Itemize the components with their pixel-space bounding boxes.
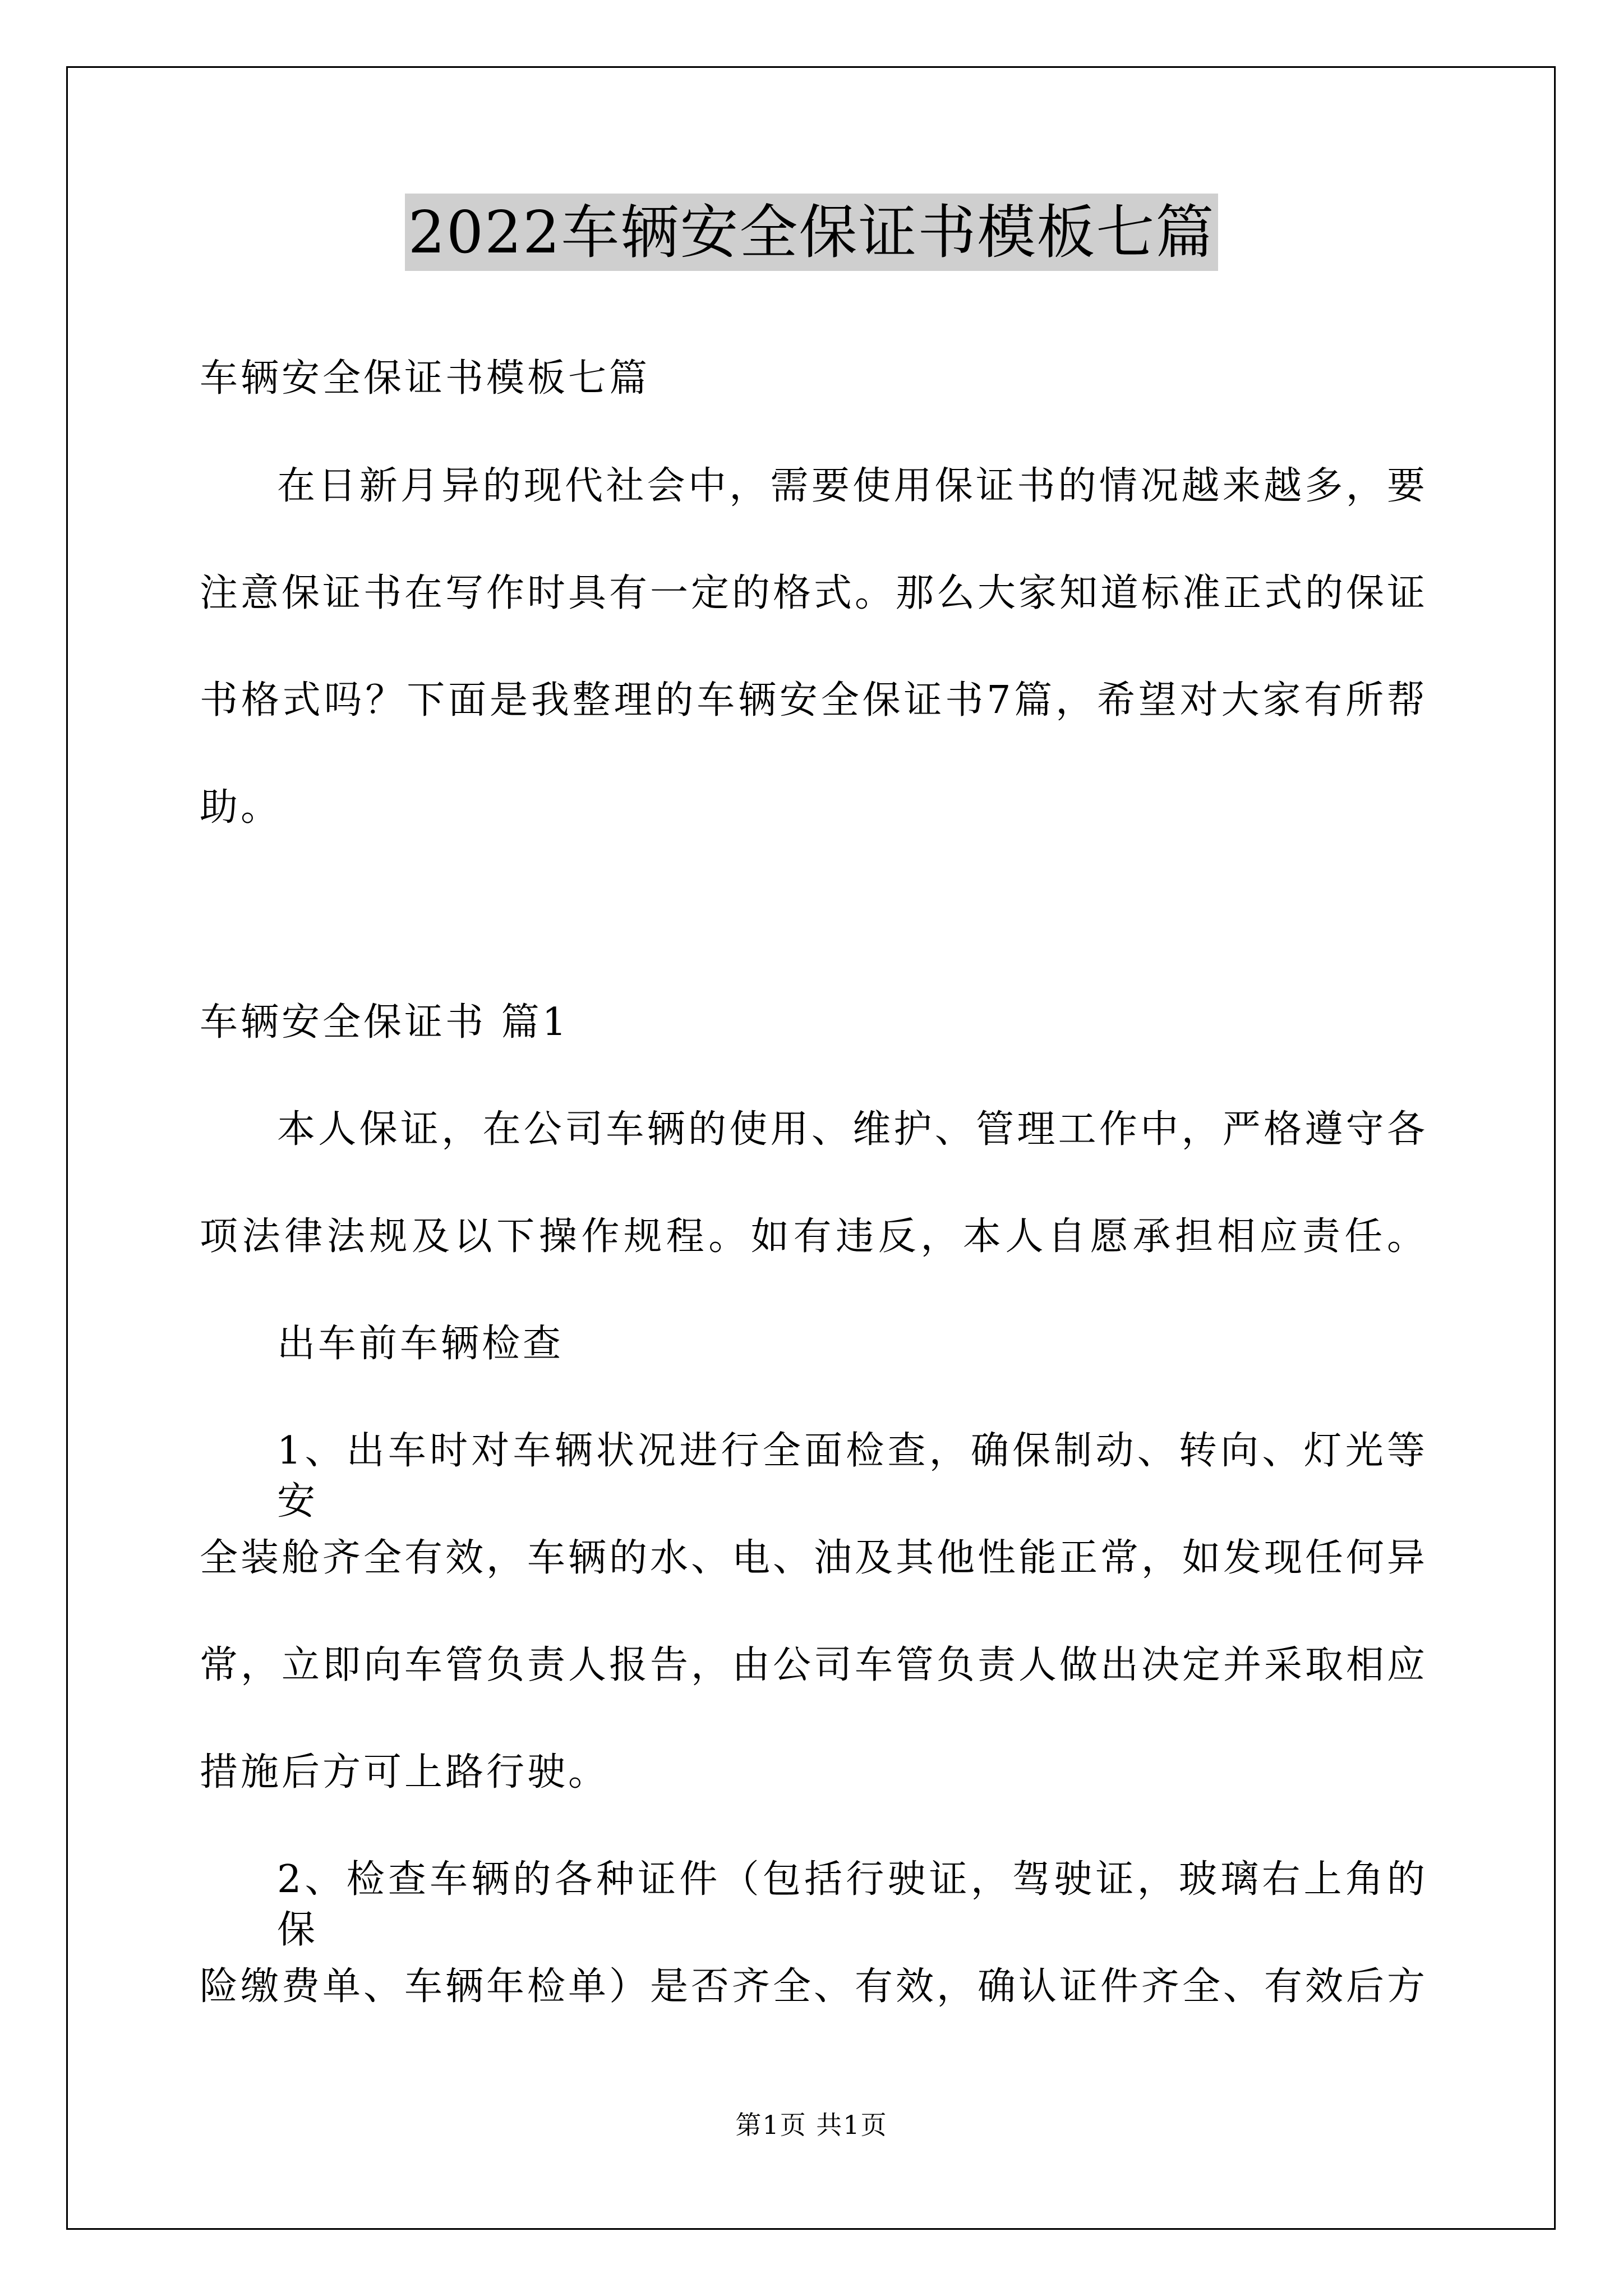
item-1-line-3: 常，立即向车管负责人报告，由公司车管负责人做出决定并采取相应 — [200, 1643, 1428, 1687]
item-2-line-2: 险缴费单、车辆年检单）是否齐全、有效，确认证件齐全、有效后方 — [200, 1964, 1428, 2009]
item-1-line-1: 1、出车时对车辆状况进行全面检查，确保制动、转向、灯光等安 — [277, 1429, 1428, 1524]
intro-line-4: 助。 — [200, 785, 282, 830]
item-2-line-1: 2、检查车辆的各种证件（包括行驶证，驾驶证，玻璃右上角的保 — [277, 1857, 1428, 1952]
intro-line-3: 书格式吗？下面是我整理的车辆安全保证书7篇，希望对大家有所帮 — [200, 678, 1428, 723]
section-1-subheading: 出车前车辆检查 — [277, 1322, 564, 1366]
section-1-heading: 车辆安全保证书 篇1 — [200, 1000, 569, 1045]
section-1-para-line-2: 项法律法规及以下操作规程。如有违反，本人自愿承担相应责任。 — [200, 1214, 1428, 1259]
document-subtitle: 车辆安全保证书模板七篇 — [200, 356, 651, 401]
page-footer: 第1页 共1页 — [735, 2110, 888, 2140]
document-title: 2022车辆安全保证书模板七篇 — [405, 194, 1219, 271]
section-1-para-line-1: 本人保证，在公司车辆的使用、维护、管理工作中，严格遵守各 — [277, 1107, 1428, 1152]
title-container — [0, 194, 1623, 271]
item-1-line-2: 全装舱齐全有效，车辆的水、电、油及其他性能正常，如发现任何异 — [200, 1536, 1428, 1580]
intro-line-2: 注意保证书在写作时具有一定的格式。那么大家知道标准正式的保证 — [200, 571, 1428, 615]
intro-line-1: 在日新月异的现代社会中，需要使用保证书的情况越来越多，要 — [277, 464, 1428, 508]
item-1-line-4: 措施后方可上路行驶。 — [200, 1750, 610, 1795]
